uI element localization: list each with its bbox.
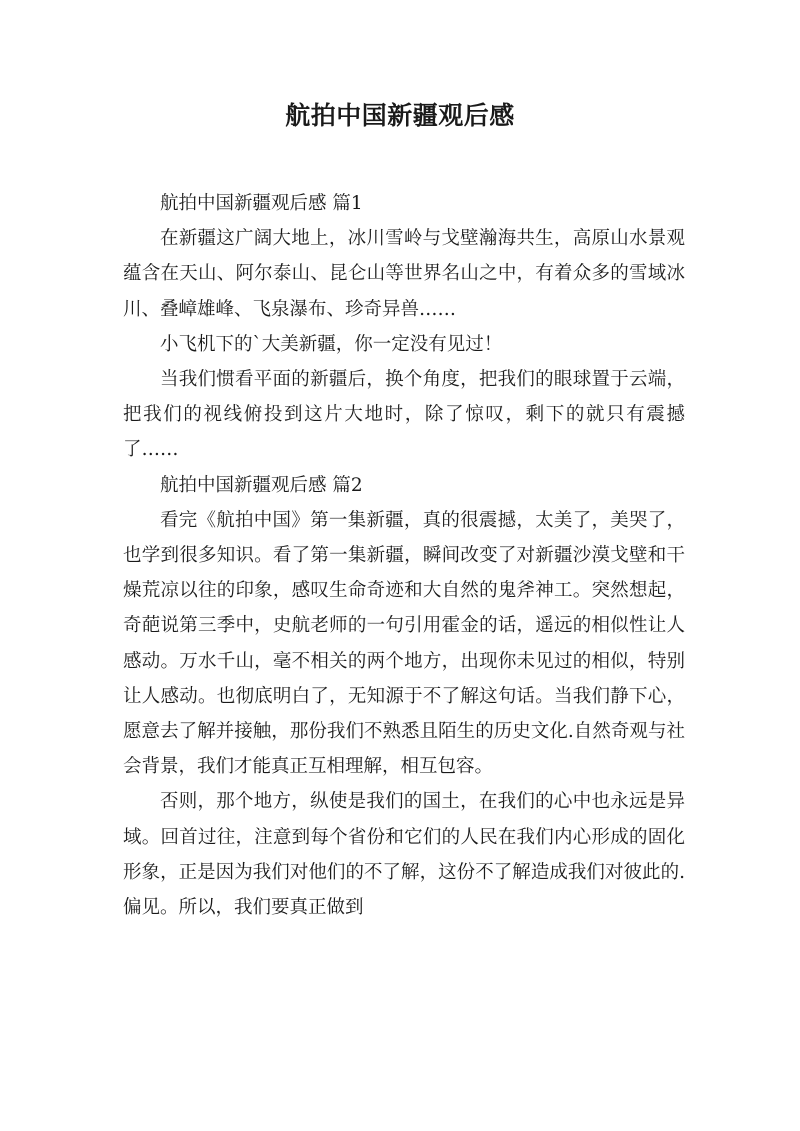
document-title: 航拍中国新疆观后感 (285, 101, 515, 130)
section-heading-2: 航拍中国新疆观后感 篇2 (160, 474, 363, 496)
paragraph: 看完《航拍中国》第一集新疆，真的很震撼，太美了，美哭了，也学到很多知识。看了第一集新疆，瞬间改变了对新疆沙漠戈壁和干燥荒凉以往的印象，感叹生命奇迹和大自然的鬼斧神工。突然想起，奇葩说第三季中，史航老师的一句引用霍金的话，遥远的相似性让人感动。万水千山，毫不相关的两个地方，出现你未见过的相似，特别让人感动。也彻底明白了，无知源于不了解这句话。当我们静下心，愿意去了解并接触，那份我们不熟悉且陌生的历史文化.自然奇观与社会背景，我们才能真正互相理解，相互包容。 (123, 509, 685, 778)
paragraph: 小飞机下的`大美新疆，你一定没有见过！ (160, 333, 503, 355)
section-heading-1: 航拍中国新疆观后感 篇1 (160, 193, 363, 214)
paragraph: 当我们惯看平面的新疆后，换个角度，把我们的眼球置于云端，把我们的视线俯投到这片大地时，除了惊叹，剩下的就只有震撼了…… (123, 369, 685, 461)
paragraph: 在新疆这广阔大地上，冰川雪岭与戈壁瀚海共生，高原山水景观蕴含在天山、阿尔泰山、昆仑山等世界名山之中，有着众多的雪域冰川、叠嶂雄峰、飞泉瀑布、珍奇异兽…… (123, 228, 685, 320)
document-body (123, 186, 685, 925)
paragraph: 否则，那个地方，纵使是我们的国土，在我们的心中也永远是异域。回首过往，注意到每个省份和它们的人民在我们内心形成的固化形象，正是因为我们对他们的不了解，这份不了解造成我们对彼此的.偏见。所以，我们要真正做到 (123, 791, 685, 919)
